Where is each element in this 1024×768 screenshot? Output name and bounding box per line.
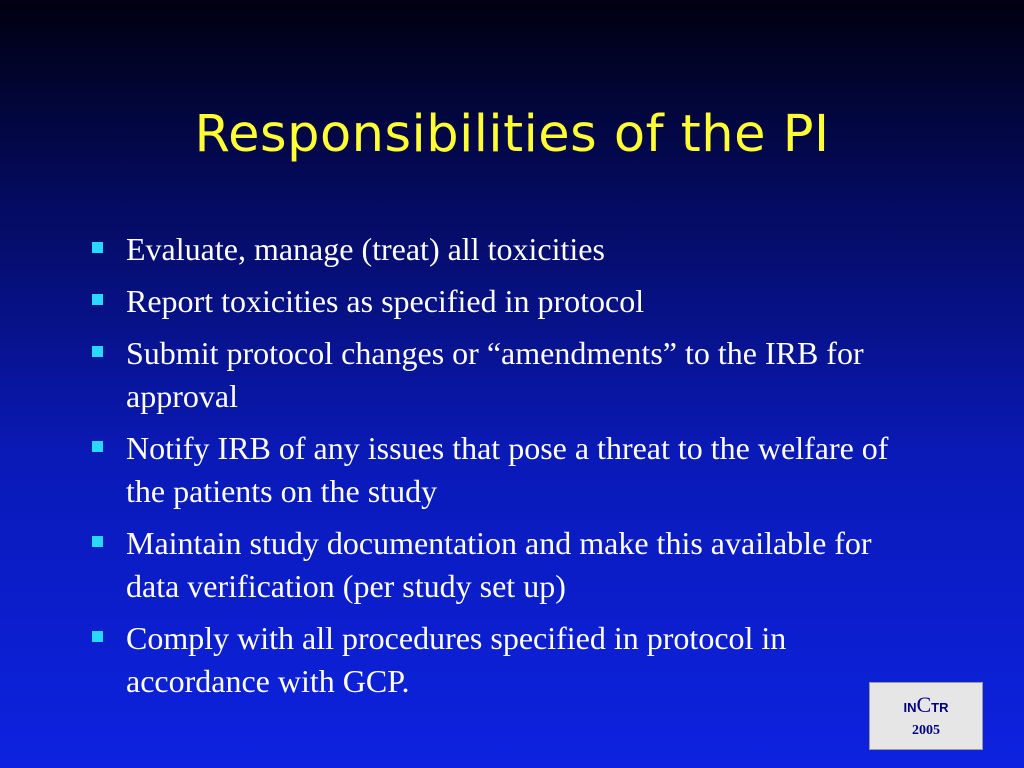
bullet-text: Maintain study documentation and make this available for data verification (per study set up) <box>126 525 872 604</box>
square-bullet-icon <box>92 441 103 452</box>
inctr-badge <box>869 682 983 750</box>
square-bullet-icon <box>92 536 103 547</box>
square-bullet-icon <box>92 346 103 357</box>
logo-part-c: C <box>916 692 932 717</box>
square-bullet-icon <box>92 631 103 642</box>
bullet-text: Comply with all procedures specified in protocol in accordance with GCP. <box>126 620 787 699</box>
bullet-item <box>88 427 928 513</box>
bullet-text: Report toxicities as specified in protocol <box>126 283 645 319</box>
bullet-item <box>88 522 928 608</box>
slide-title: Responsibilities of the PI <box>194 105 830 164</box>
badge-year: 2005 <box>912 723 940 738</box>
bullet-text: Submit protocol changes or “amendments” to the IRB for approval <box>126 335 864 414</box>
square-bullet-icon <box>92 294 103 305</box>
bullet-text: Evaluate, manage (treat) all toxicities <box>126 231 605 267</box>
bullet-item <box>88 332 928 418</box>
inctr-logo <box>870 693 982 720</box>
logo-part-in: IN <box>903 700 917 715</box>
bullet-item <box>88 617 928 703</box>
square-bullet-icon <box>92 242 103 253</box>
bullet-item <box>88 228 928 271</box>
logo-part-tr: TR <box>931 700 949 715</box>
bullet-text: Notify IRB of any issues that pose a threat to the welfare of the patients on the study <box>126 430 889 509</box>
bullet-list <box>88 228 928 712</box>
bullet-item <box>88 280 928 323</box>
